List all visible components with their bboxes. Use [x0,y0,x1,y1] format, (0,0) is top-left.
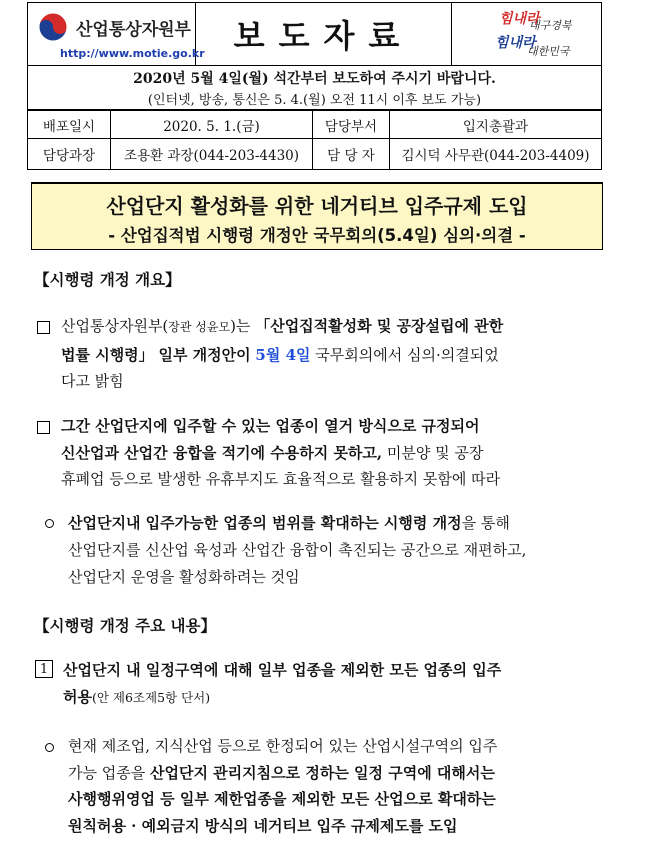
overview-p2-line3: 휴폐업 등으로 발생한 유휴부지도 효율적으로 활용하지 못함에 따라 [61,470,501,488]
release-notice: 2020년 5월 4일(월) 석간부터 보도하여 주시기 바랍니다. [133,71,496,87]
item1-sub-line1: 현재 제조업, 지식산업 등으로 한정되어 있는 산업시설구역의 입주 [68,737,498,755]
slogan-line-4: 대한민국 [527,45,570,58]
headline-box [31,182,603,250]
ministry-logo-cell [27,2,205,66]
circle-bullet-icon [45,519,54,528]
overview-p1-line2: 법률 시행령」 일부 개정안이 5월 4일 국무회의에서 심의·의결되었 [61,346,499,364]
item1-line2: 허용(안 제6조제5항 단서) [63,688,211,706]
press-release-title: 보도자료 [233,17,414,55]
overview-p3-line1: 산업단지내 입주가능한 업종의 범위를 확대하는 시행령 개정을 통해 [68,514,510,532]
overview-p2-line1: 그간 산업단지에 입주할 수 있는 업종이 열거 방식으로 규정되어 [61,417,480,435]
distribution-date-label: 배포일시 [27,110,111,139]
overview-p3-line3: 산업단지 운영을 활성화하려는 것임 [68,568,300,586]
staff: 김시덕 사무관(044-203-4409) [389,138,602,170]
overview-p1-line3: 다고 밝힘 [61,372,124,390]
taegeuk-icon [36,10,70,44]
release-notice-cell [27,65,602,110]
headline-title: 산업단지 활성화를 위한 네거티브 입주규제 도입 [106,194,528,218]
dept: 입지총괄과 [389,110,602,139]
item1-sub-line3: 사행행위영업 등 일부 제한업종을 제외한 모든 산업으로 확대하는 [68,790,496,808]
item1-line1: 산업단지 내 일정구역에 대해 일부 업종을 제외한 모든 업종의 입주 [63,661,502,679]
circle-bullet-icon [45,743,54,752]
manager: 조용환 과장(044-203-4430) [110,138,313,170]
dept-label: 담당부서 [312,110,390,139]
item1-sub-line2: 가능 업종을 산업단지 관리지침으로 정하는 일정 구역에 대해서는 [68,764,495,782]
slogan-line-1: 힘내라 [499,11,540,27]
overview-p3-line2: 산업단지를 신산업 육성과 산업간 융합이 촉진되는 공간으로 재편하고, [68,541,527,559]
overview-p1-line1: 산업통상자원부(장관 성윤모)는 「산업집적활성화 및 공장설립에 관한 [61,317,504,335]
overview-p2-line2: 신산업과 산업간 융합을 적기에 수용하지 못하고, 미분양 및 공장 [61,444,484,462]
headline-subtitle: - 산업집적법 시행령 개정안 국무회의(5.4일) 심의·의결 - [108,226,526,245]
slogan-line-3: 힘내라 [495,35,536,51]
item1-sub-line4: 원칙허용 · 예외금지 방식의 네거티브 입주 규제제도를 도입 [68,817,458,835]
manager-label: 담당과장 [27,138,111,170]
staff-label: 담 당 자 [312,138,390,170]
release-note-detail: (인터넷, 방송, 통신은 5. 4.(월) 오전 11시 이후 보도 가능) [147,93,482,108]
overview-heading: 【시행령 개정 개요】 [34,271,181,289]
distribution-date: 2020. 5. 1.(금) [110,110,313,139]
square-bullet-icon [37,321,50,334]
square-bullet-icon [37,421,50,434]
main-heading: 【시행령 개정 주요 내용】 [34,617,216,635]
slogan-cell [451,2,602,66]
numbered-bullet: 1 [35,660,53,678]
slogan-line-2: 대구경북 [529,19,572,32]
press-release-title-cell [196,2,452,66]
ministry-url[interactable]: http://www.motie.go.kr [60,47,205,60]
ministry-name: 산업통상자원부 [76,20,191,40]
